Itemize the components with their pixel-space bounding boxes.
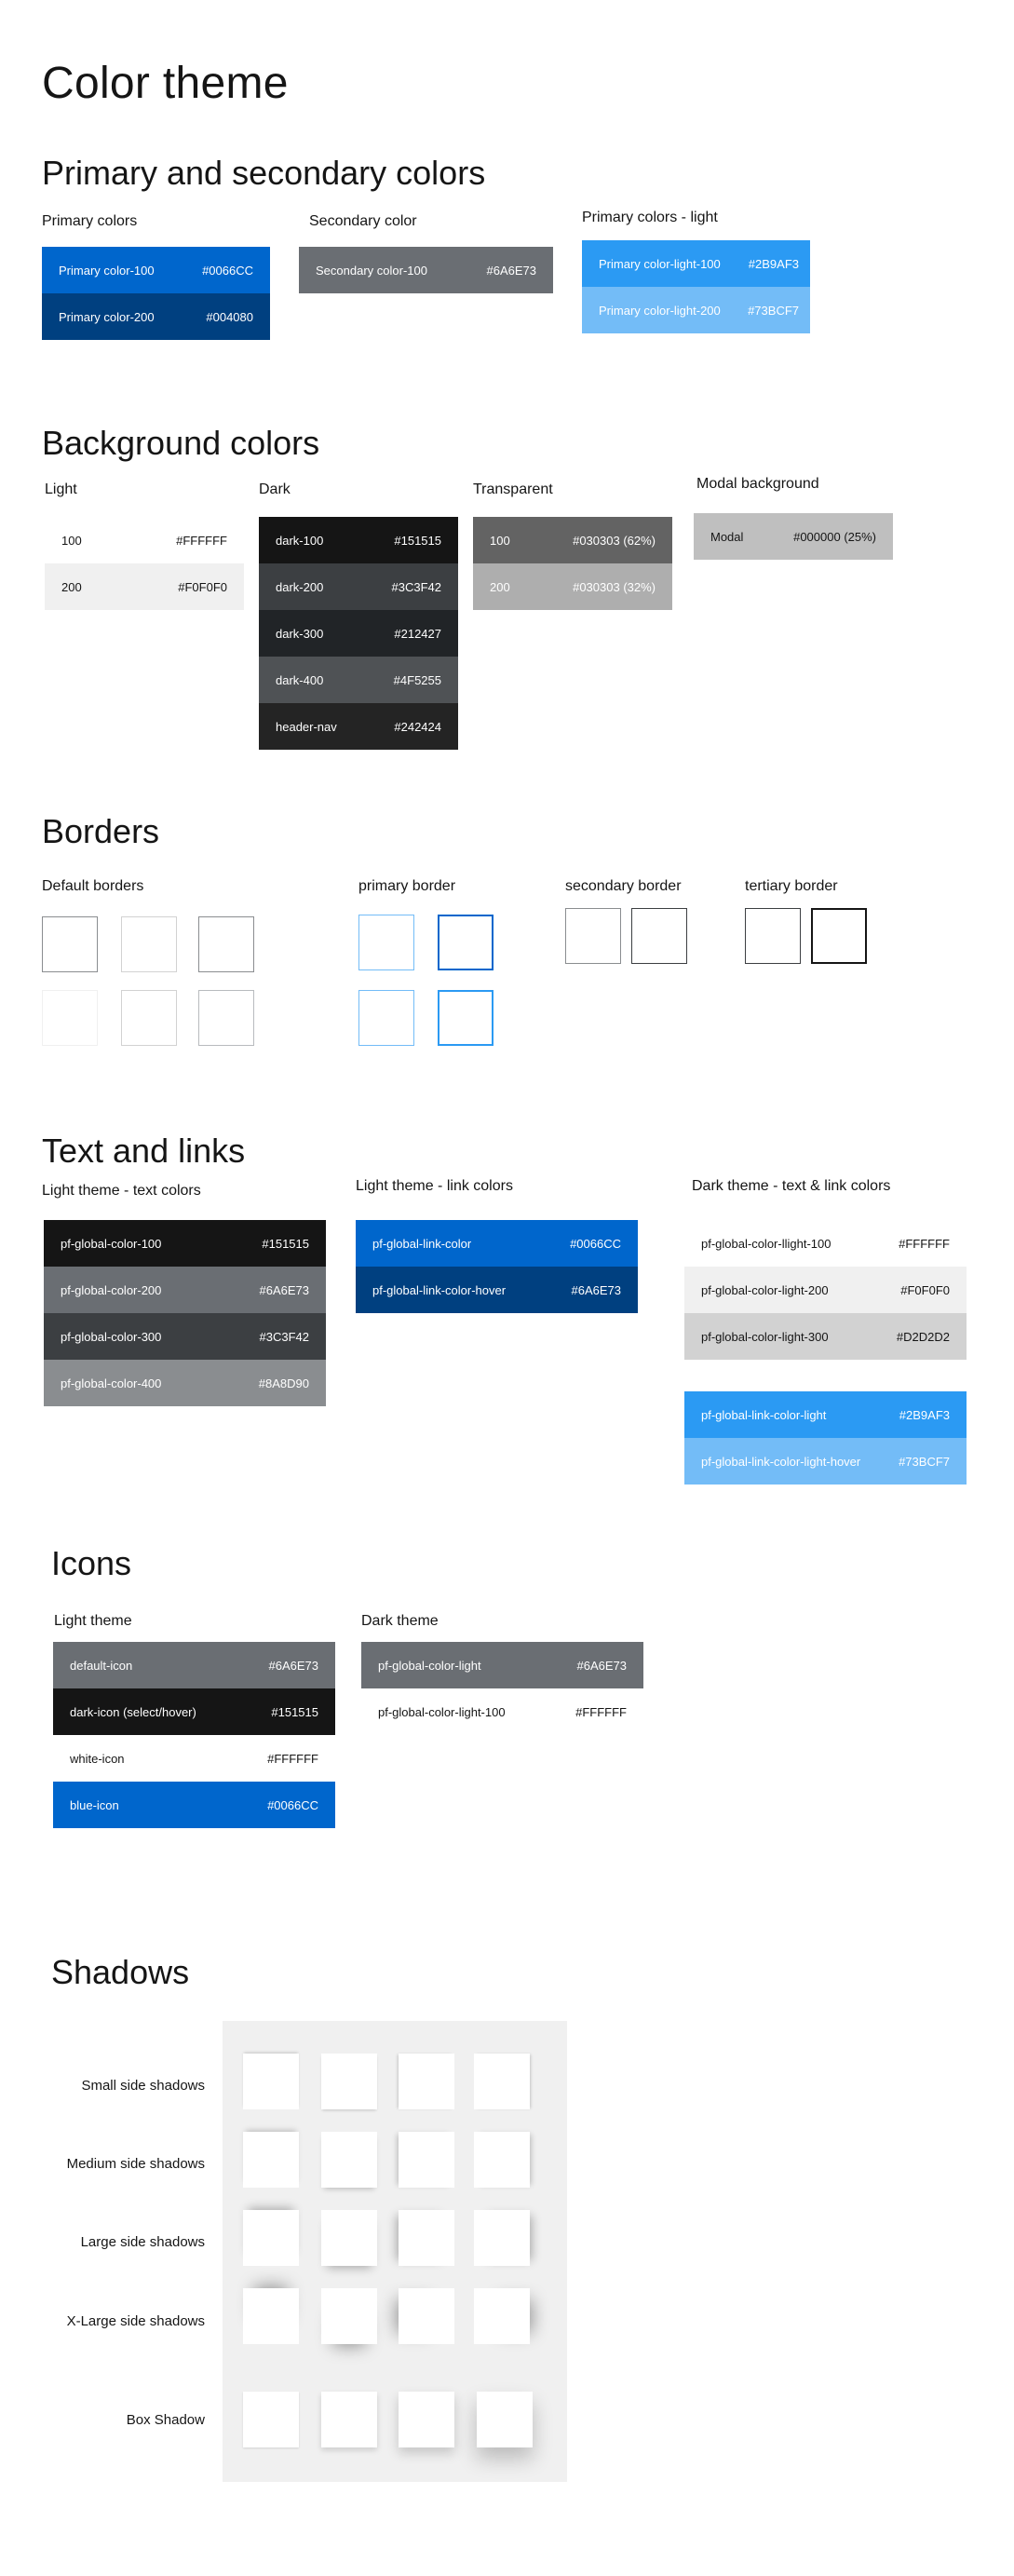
shadow-swatch-xlarge-top <box>243 2288 299 2344</box>
swatch-header-nav <box>259 703 458 750</box>
swatch-dark-300 <box>259 610 458 657</box>
swatch-white-icon <box>53 1735 335 1782</box>
swatch-light-200 <box>684 1267 967 1313</box>
primary-light-label: Primary colors - light <box>582 210 718 225</box>
shadow-swatch-large-right <box>474 2210 530 2266</box>
shadow-swatch-medium-bottom <box>321 2132 377 2188</box>
shadow-swatch-xlarge-left <box>399 2288 454 2344</box>
border-swatch <box>631 908 687 964</box>
swatch-text-400 <box>44 1360 326 1406</box>
border-swatch <box>811 908 867 964</box>
swatch-name: pf-global-color-light-100 <box>378 1704 506 1719</box>
swatch-bg-light-200 <box>45 563 244 610</box>
swatch-name: pf-global-color-llight-100 <box>701 1236 831 1251</box>
swatch-name: pf-global-color-400 <box>61 1376 162 1390</box>
swatch-secondary-100 <box>299 247 553 293</box>
swatch-text-300 <box>44 1313 326 1360</box>
swatch-value: #FFFFFF <box>575 1704 627 1719</box>
shadow-label-box: Box Shadow <box>126 2412 205 2428</box>
shadow-swatch-medium-right <box>474 2132 530 2188</box>
swatch-name: Primary color-light-100 <box>599 256 721 271</box>
light-link-label: Light theme - link colors <box>356 1178 513 1194</box>
icons-dark-label: Dark theme <box>361 1613 439 1629</box>
shadow-swatch-large-left <box>399 2210 454 2266</box>
shadow-swatch-box-sm <box>243 2392 299 2447</box>
shadow-swatch-small-right <box>474 2054 530 2109</box>
swatch-value: #F0F0F0 <box>900 1282 950 1297</box>
swatch-dark-icon <box>53 1688 335 1735</box>
swatch-dark-200 <box>259 563 458 610</box>
shadow-label-large: Large side shadows <box>80 2234 205 2250</box>
swatch-value: #3C3F42 <box>391 579 441 594</box>
swatch-value: #8A8D90 <box>258 1376 309 1390</box>
bg-light-label: Light <box>45 481 77 497</box>
border-swatch <box>358 915 414 970</box>
shadow-swatch-small-top <box>243 2054 299 2109</box>
secondary-border-label: secondary border <box>565 878 682 894</box>
swatch-value: #FFFFFF <box>899 1236 950 1251</box>
primary-colors-label: Primary colors <box>42 213 138 229</box>
swatch-primary-100 <box>42 247 270 293</box>
swatch-value: #151515 <box>262 1236 309 1251</box>
swatch-value: #151515 <box>271 1704 318 1719</box>
swatch-name: default-icon <box>70 1658 133 1673</box>
tertiary-border-label: tertiary border <box>745 878 838 894</box>
swatch-value: #0066CC <box>202 263 253 278</box>
swatch-name: pf-global-color-light-200 <box>701 1282 829 1297</box>
swatch-name: Modal <box>710 529 744 544</box>
border-swatch <box>438 990 493 1046</box>
swatch-name: header-nav <box>276 719 337 734</box>
swatch-value: #6A6E73 <box>576 1658 627 1673</box>
swatch-value: #6A6E73 <box>259 1282 309 1297</box>
swatch-name: dark-icon (select/hover) <box>70 1704 196 1719</box>
shadow-swatch-large-bottom <box>321 2210 377 2266</box>
page-title: Color theme <box>42 59 289 108</box>
swatch-default-icon <box>53 1642 335 1688</box>
shadow-swatch-small-bottom <box>321 2054 377 2109</box>
swatch-value: #2B9AF3 <box>748 256 799 271</box>
swatch-value: #4F5255 <box>393 672 441 687</box>
shadow-swatch-box-md <box>321 2392 377 2447</box>
swatch-name: pf-global-color-300 <box>61 1329 162 1344</box>
swatch-value: #3C3F42 <box>259 1329 309 1344</box>
swatch-transparent-100 <box>473 517 672 563</box>
swatch-light-300 <box>684 1313 967 1360</box>
swatch-name: 200 <box>490 579 510 594</box>
border-swatch <box>121 990 177 1046</box>
swatch-name: dark-400 <box>276 672 324 687</box>
swatch-name: pf-global-link-color-light <box>701 1407 827 1422</box>
swatch-value: #6A6E73 <box>571 1282 621 1297</box>
swatch-value: #0066CC <box>570 1236 621 1251</box>
swatch-dark-100 <box>259 517 458 563</box>
swatch-value: #0066CC <box>267 1797 318 1812</box>
swatch-color-light <box>361 1642 643 1688</box>
swatch-bg-light-100 <box>45 517 244 563</box>
swatch-name: 200 <box>61 579 82 594</box>
swatch-name: dark-300 <box>276 626 324 641</box>
swatch-name: white-icon <box>70 1751 125 1766</box>
swatch-value: #030303 (32%) <box>573 579 656 594</box>
border-swatch <box>42 916 98 972</box>
swatch-name: Secondary color-100 <box>316 263 427 278</box>
bg-dark-label: Dark <box>259 481 291 497</box>
swatch-value: #D2D2D2 <box>896 1329 950 1344</box>
swatch-name: 100 <box>61 533 82 548</box>
shadow-swatch-box-xl <box>477 2392 533 2447</box>
shadow-label-medium: Medium side shadows <box>66 2156 205 2172</box>
swatch-value: #004080 <box>206 309 253 324</box>
swatch-link-light-hover <box>684 1438 967 1485</box>
swatch-name: Primary color-light-200 <box>599 303 721 318</box>
border-swatch <box>198 916 254 972</box>
swatch-name: pf-global-color-light <box>378 1658 481 1673</box>
swatch-link-color <box>356 1220 638 1267</box>
icons-light-label: Light theme <box>54 1613 132 1629</box>
shadow-swatch-box-lg <box>399 2392 454 2447</box>
shadow-label-small: Small side shadows <box>81 2078 205 2094</box>
section-heading-primary: Primary and secondary colors <box>42 154 486 192</box>
swatch-value: #030303 (62%) <box>573 533 656 548</box>
border-swatch <box>121 916 177 972</box>
dark-text-link-label: Dark theme - text & link colors <box>692 1178 891 1194</box>
border-swatch <box>358 990 414 1046</box>
swatch-name: Primary color-100 <box>59 263 155 278</box>
default-borders-label: Default borders <box>42 878 144 894</box>
swatch-light-100 <box>684 1220 967 1267</box>
section-heading-icons: Icons <box>51 1544 132 1582</box>
swatch-value: #151515 <box>394 533 441 548</box>
secondary-color-label: Secondary color <box>309 213 417 229</box>
shadow-swatch-medium-left <box>399 2132 454 2188</box>
border-swatch <box>42 990 98 1046</box>
swatch-name: pf-global-color-200 <box>61 1282 162 1297</box>
swatch-value: #6A6E73 <box>486 263 536 278</box>
swatch-name: pf-global-link-color-hover <box>372 1282 507 1297</box>
section-heading-shadows: Shadows <box>51 1953 190 1991</box>
border-swatch <box>198 990 254 1046</box>
swatch-value: #2B9AF3 <box>899 1407 950 1422</box>
swatch-name: Primary color-200 <box>59 309 155 324</box>
shadow-swatch-xlarge-right <box>474 2288 530 2344</box>
shadow-swatch-large-top <box>243 2210 299 2266</box>
swatch-name: pf-global-link-color-light-hover <box>701 1454 861 1469</box>
primary-border-label: primary border <box>358 878 456 894</box>
swatch-dark-400 <box>259 657 458 703</box>
swatch-name: blue-icon <box>70 1797 119 1812</box>
swatch-modal <box>694 513 893 560</box>
swatch-name: dark-200 <box>276 579 324 594</box>
swatch-text-100 <box>44 1220 326 1267</box>
swatch-value: #6A6E73 <box>268 1658 318 1673</box>
swatch-text-200 <box>44 1267 326 1313</box>
swatch-color-light-100 <box>361 1688 643 1735</box>
swatch-value: #73BCF7 <box>899 1454 950 1469</box>
border-swatch <box>438 915 493 970</box>
swatch-name: 100 <box>490 533 510 548</box>
swatch-value: #000000 (25%) <box>793 529 876 544</box>
bg-transparent-label: Transparent <box>473 481 553 497</box>
section-heading-background: Background colors <box>42 424 320 462</box>
border-swatch <box>565 908 621 964</box>
swatch-value: #FFFFFF <box>267 1751 318 1766</box>
swatch-value: #242424 <box>394 719 441 734</box>
swatch-primary-light-100 <box>582 240 810 287</box>
swatch-name: pf-global-link-color <box>372 1236 472 1251</box>
swatch-value: #73BCF7 <box>748 303 799 318</box>
shadow-swatch-medium-top <box>243 2132 299 2188</box>
swatch-name: pf-global-color-100 <box>61 1236 162 1251</box>
shadow-swatch-small-left <box>399 2054 454 2109</box>
swatch-transparent-200 <box>473 563 672 610</box>
swatch-value: #FFFFFF <box>176 533 227 548</box>
border-swatch <box>745 908 801 964</box>
swatch-link-color-hover <box>356 1267 638 1313</box>
swatch-blue-icon <box>53 1782 335 1828</box>
swatch-value: #F0F0F0 <box>178 579 227 594</box>
swatch-primary-light-200 <box>582 287 810 333</box>
shadow-swatch-xlarge-bottom <box>321 2288 377 2344</box>
bg-modal-label: Modal background <box>696 476 819 492</box>
swatch-value: #212427 <box>394 626 441 641</box>
section-heading-borders: Borders <box>42 812 160 850</box>
section-heading-text-links: Text and links <box>42 1132 246 1170</box>
swatch-name: pf-global-color-light-300 <box>701 1329 829 1344</box>
swatch-name: dark-100 <box>276 533 324 548</box>
swatch-primary-200 <box>42 293 270 340</box>
swatch-link-light <box>684 1391 967 1438</box>
light-text-label: Light theme - text colors <box>42 1183 201 1199</box>
shadow-label-xlarge: X-Large side shadows <box>66 2313 205 2329</box>
